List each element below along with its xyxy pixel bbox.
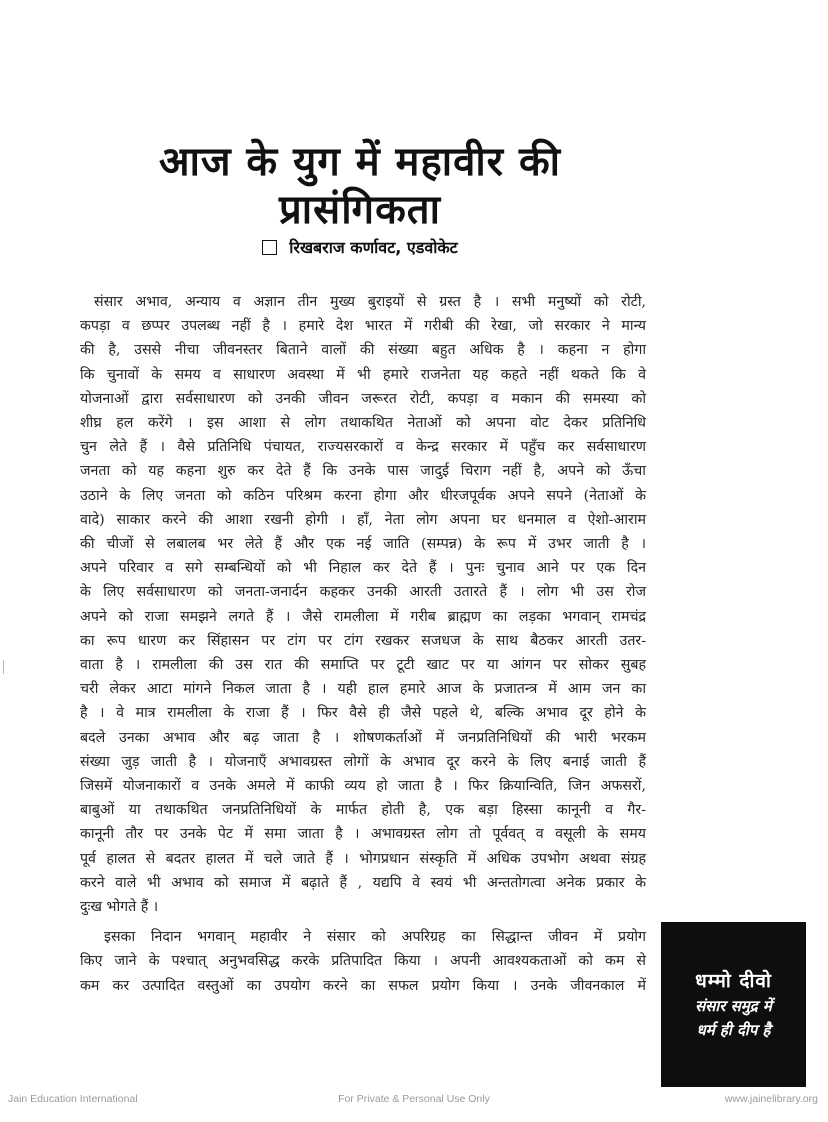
quote-heading: धम्मो दीवो — [695, 970, 772, 992]
text-line: कपड़ा व छप्पर उपलब्ध नहीं है । हमारे देश भारत में गरीबी की रेखा, जो सरकार ने मान्य — [80, 318, 646, 335]
text-line: संसार अभाव, अन्याय व अज्ञान तीन मुख्य बुराइयों से ग्रस्त है । सभी मनुष्यों को रोटी, — [94, 294, 646, 310]
text-line: कि चुनावों के समय व साधारण अवस्था में भी हमारे राजनेता यह कहते नहीं थकते कि वे — [80, 366, 646, 383]
article-title — [60, 138, 660, 234]
text-line: बाबुओं या तथाकथित जनप्रतिनिधियों के मार्फत होती है, एक बड़ा हिस्सा कानूनी व गैर- — [80, 802, 646, 819]
text-line: के लिए सर्वसाधारण को जनता-जनार्दन कहकर उनकी आरती उतारते हैं । लोग भी उस रोज — [80, 584, 646, 601]
quote-line-2: संसार समुद्र में — [695, 997, 772, 1015]
text-line: करने वाले भी अभाव को समाज में बढ़ाते हैं , यद्यपि वे स्वयं भी अन्ततोगत्वा अनेक प्रकार के — [80, 874, 646, 891]
author-byline — [60, 236, 660, 258]
text-line: कानूनी तौर पर उनके पेट में समा जाता है । अभावग्रस्त लोग तो पूर्ववत् व वसूली के समय — [80, 826, 646, 843]
text-line: का रूप धारण कर सिंहासन पर टांग पर टांग रखकर सजधज के साथ बैठकर आरती उतर- — [80, 632, 646, 649]
text-line: जनता को यह कहना शुरु कर देते हैं कि उनके पास जादुई चिराग नहीं है, अपने को ऊँचा — [80, 463, 646, 480]
text-line: कम कर उत्पादित वस्तुओं का उपयोग करने का सफल प्रयोग किया । उनके जीवनकाल में — [80, 977, 646, 994]
margin-mark — [3, 660, 4, 674]
text-line: की है, उससे नीचा जीवनस्तर बिताने वालों की संख्या बहुत अधिक है । कहना न होगा — [80, 342, 646, 359]
text-line: शीघ्र हल करेंगे । इस आशा से लोग तथाकथित नेताओं को अपना वोट देकर प्रतिनिधि — [80, 415, 646, 432]
text-line: संख्या जुड़ जाती है । योजनाएँ अभावग्रस्त लोगों के अभाव दूर करने के लिए बनाई जाती हैं — [80, 753, 646, 770]
author-name: रिखबराज कर्णावट, एडवोकेट — [289, 238, 458, 257]
text-line: चरी लेकर आटा मांगने निकल जाता है । यही हाल हमारे आज के प्रजातन्त्र में आम जन का — [80, 681, 646, 698]
footer-usage-note: For Private & Personal Use Only — [338, 1093, 490, 1105]
text-line: इसका निदान भगवान् महावीर ने संसार को अपरिग्रह का सिद्धान्त जीवन में प्रयोग — [104, 929, 646, 946]
text-line: बदले उनका अभाव और बढ़ जाता है । शोषणकर्ताओं में जनप्रतिनिधियों की भारी भरकम — [80, 729, 646, 746]
paragraph — [80, 925, 646, 998]
text-line: वाता है । रामलीला की उस रात की समाप्ति पर टूटी खाट पर या आंगन पर सोकर सुबह — [80, 657, 646, 674]
text-line: अपने परिवार व सगे सम्बन्धियों को भी निहाल कर देते हैं । पुनः चुनाव आने पर एक दिन — [80, 560, 646, 577]
text-line: पूर्व हालत से बदतर हालत में चले जाते हैं । भोगप्रधान संस्कृति में अधिक उपभोग अथवा संग्रह — [80, 850, 646, 867]
article-body — [80, 290, 646, 998]
footer-publisher: Jain Education International — [8, 1093, 138, 1105]
title-line-1: आज के युग में महावीर की — [158, 139, 562, 185]
title-line-2: प्रासंगिकता — [279, 187, 441, 233]
text-line: अपने को राजा समझने लगते हैं । जैसे रामलीला में गरीब ब्राह्मण का लड़का भगवान् रामचंद्र — [80, 608, 646, 625]
footer-website-link[interactable]: www.jainelibrary.org — [724, 1093, 818, 1105]
text-line: किए जाने के पश्चात् अनुभवसिद्ध करके प्रतिपादित किया । अपनी आवश्यकताओं को कम से — [80, 953, 646, 970]
text-line: चुन लेते हैं । वैसे प्रतिनिधि पंचायत, राज्यसरकारों व केन्द्र सरकार में पहुँच कर सर्वसाधारण — [80, 439, 646, 456]
text-line: योजनाओं द्वारा सर्वसाधारण को उनकी जीवन जरूरत रोटी, कपड़ा व मकान की समस्या को — [80, 390, 646, 407]
quote-line-3: धर्म ही दीप है — [696, 1021, 771, 1039]
text-line: उठाने के लिए जनता को कठिन परिश्रम करना होगा और धीरजपूर्वक अपने सपने (नेताओं के — [80, 487, 646, 504]
text-line: दुःख भोगते हैं । — [80, 899, 159, 916]
text-line: की चीजों से लबालब भर लेते हैं और एक नई जाति (सम्पन्न) के रूप में उभर जाती है । — [80, 536, 646, 553]
text-line: वादे) साकार करने की आशा रखनी होगी । हाँ, नेता लोग अपना घर धनमाल व ऐशो-आराम — [80, 511, 646, 528]
square-bullet-icon — [262, 240, 277, 255]
text-line: है । वे मात्र रामलीला के राजा हैं । फिर वैसे ही जैसे पहले थे, बल्कि अभाव दूर होने के — [80, 705, 646, 722]
text-line: जिसमें योजनाकारों व उनके अमले में काफी व्यय हो जाता है । फिर क्रियान्विति, जिन अफसरों, — [80, 778, 646, 795]
quote-box — [661, 922, 806, 1087]
paragraph — [80, 290, 646, 919]
